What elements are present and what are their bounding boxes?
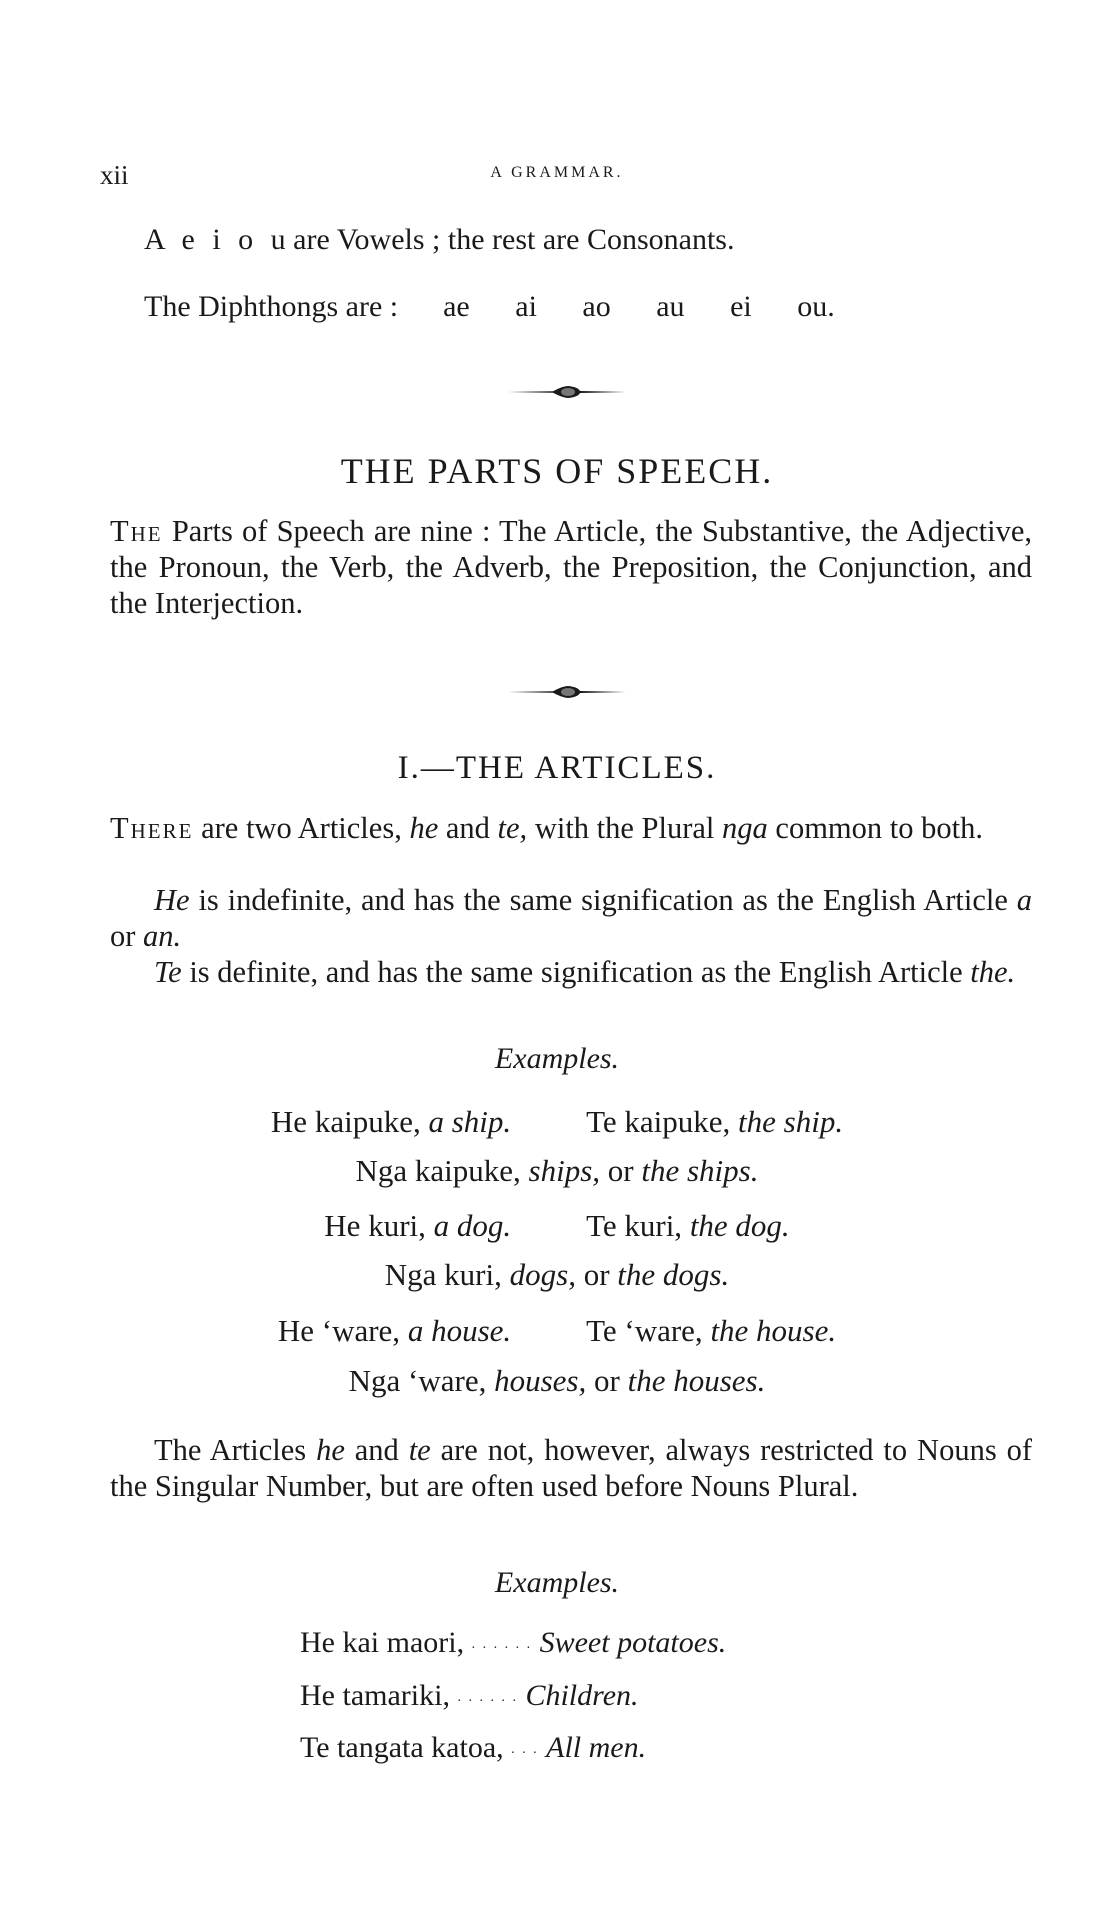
diphthongs-line bbox=[144, 290, 835, 324]
english-gloss: All men. bbox=[546, 1731, 647, 1764]
text: are two Articles, bbox=[201, 811, 402, 845]
articles-paragraph-2 bbox=[110, 882, 1032, 954]
maori-text: Te ‘ware, bbox=[586, 1313, 703, 1348]
example-row bbox=[0, 1208, 1114, 1244]
examples-label: Examples. bbox=[494, 1566, 620, 1599]
vowels-text: are Vowels ; the rest are Consonants. bbox=[293, 223, 735, 256]
examples-label: Examples. bbox=[494, 1042, 620, 1075]
english-gloss: the houses. bbox=[627, 1363, 766, 1398]
italic-term: Te bbox=[154, 955, 182, 989]
plural-note-paragraph bbox=[110, 1432, 1032, 1504]
vowel-letters: A e i o u bbox=[144, 223, 286, 256]
italic-term: te bbox=[408, 1433, 431, 1467]
maori-text: Te tangata katoa, bbox=[300, 1731, 504, 1764]
maori-text: He kai maori, bbox=[300, 1626, 465, 1659]
ornament-divider bbox=[508, 384, 626, 400]
example-row bbox=[0, 1313, 1114, 1349]
english-gloss: a ship. bbox=[428, 1104, 512, 1139]
text: are not, however, always restricted to Nouns of the Singular Number, but are often used before Nouns Plural. bbox=[110, 1433, 1032, 1503]
text: and bbox=[445, 811, 490, 845]
diphthong-item: ou. bbox=[797, 290, 835, 323]
vowels-line bbox=[144, 223, 734, 257]
diphthong-item: ei bbox=[730, 290, 752, 323]
example-row bbox=[0, 1153, 1114, 1189]
leader-dots: . . . . . . bbox=[471, 1637, 533, 1653]
text: or bbox=[110, 919, 136, 953]
text: common to both. bbox=[775, 811, 983, 845]
italic-term: an. bbox=[143, 919, 182, 953]
leader-dots: . . . . . . bbox=[457, 1690, 518, 1706]
italic-term: nga bbox=[722, 811, 768, 845]
english-gloss: a house. bbox=[407, 1313, 512, 1348]
parts-of-speech-heading: THE PARTS OF SPEECH. bbox=[340, 451, 774, 491]
text: or bbox=[594, 1363, 620, 1398]
parts-of-speech-paragraph bbox=[110, 513, 1032, 621]
text: is indefinite, and has the same signification as the English Article bbox=[198, 883, 1008, 917]
maori-text: He ‘ware, bbox=[277, 1313, 401, 1348]
italic-term: he bbox=[316, 1433, 345, 1467]
text: is definite, and has the same signification as the English Article bbox=[189, 955, 963, 989]
diphthong-item: ao bbox=[582, 290, 611, 323]
english-gloss: the ships. bbox=[641, 1153, 759, 1188]
maori-text: He kuri, bbox=[324, 1208, 426, 1243]
maori-text: Nga kaipuke, bbox=[355, 1153, 521, 1188]
page-number: xii bbox=[100, 160, 129, 190]
diphthongs-label: The Diphthongs are : bbox=[144, 290, 399, 323]
diphthong-item: au bbox=[656, 290, 685, 323]
articles-paragraph-1 bbox=[110, 810, 1032, 846]
articles-heading: I.—THE ARTICLES. bbox=[397, 750, 717, 786]
diphthong-item: ai bbox=[515, 290, 537, 323]
italic-term: he bbox=[409, 811, 439, 845]
english-gloss: a dog. bbox=[433, 1208, 512, 1243]
example-list-row bbox=[300, 1679, 639, 1713]
ornament-divider bbox=[508, 684, 626, 700]
example-list-row bbox=[300, 1731, 646, 1765]
example-row bbox=[0, 1104, 1114, 1140]
paragraph-text: Parts of Speech are nine : The Article, the Substantive, the Adjective, the Pronoun, the Verb, the Adverb, the Preposition, the Conjunction, and the Interjection. bbox=[110, 514, 1032, 620]
english-gloss: houses, bbox=[494, 1363, 587, 1398]
drop-word: The bbox=[110, 514, 163, 548]
english-gloss: Children. bbox=[525, 1679, 639, 1712]
example-list-row bbox=[300, 1626, 726, 1660]
english-gloss: Sweet potatoes. bbox=[539, 1626, 727, 1659]
example-row bbox=[0, 1363, 1114, 1399]
maori-text: Te kuri, bbox=[586, 1208, 683, 1243]
italic-term: the. bbox=[970, 955, 1016, 989]
english-gloss: the dogs. bbox=[617, 1257, 730, 1292]
english-gloss: the house. bbox=[710, 1313, 837, 1348]
leader-dots: . . . bbox=[511, 1742, 539, 1758]
english-gloss: the dog. bbox=[689, 1208, 790, 1243]
example-row bbox=[0, 1257, 1114, 1293]
maori-text: He kaipuke, bbox=[270, 1104, 421, 1139]
text: and bbox=[354, 1433, 399, 1467]
maori-text: Te kaipuke, bbox=[586, 1104, 731, 1139]
text: or bbox=[607, 1153, 634, 1188]
english-gloss: dogs, bbox=[509, 1257, 576, 1292]
english-gloss: the ship. bbox=[738, 1104, 844, 1139]
maori-text: He tamariki, bbox=[300, 1679, 450, 1712]
running-title: A GRAMMAR. bbox=[490, 164, 624, 181]
maori-text: Nga ‘ware, bbox=[348, 1363, 487, 1398]
diphthong-item: ae bbox=[443, 290, 470, 323]
english-gloss: ships, bbox=[528, 1153, 601, 1188]
italic-term: He bbox=[154, 883, 190, 917]
text: or bbox=[583, 1257, 610, 1292]
maori-text: Nga kuri, bbox=[384, 1257, 502, 1292]
articles-paragraph-3 bbox=[110, 954, 1032, 990]
text: with the Plural bbox=[534, 811, 715, 845]
drop-word: There bbox=[110, 811, 194, 845]
text: The Articles bbox=[154, 1433, 307, 1467]
italic-term: te, bbox=[497, 811, 528, 845]
italic-term: a bbox=[1016, 883, 1033, 917]
